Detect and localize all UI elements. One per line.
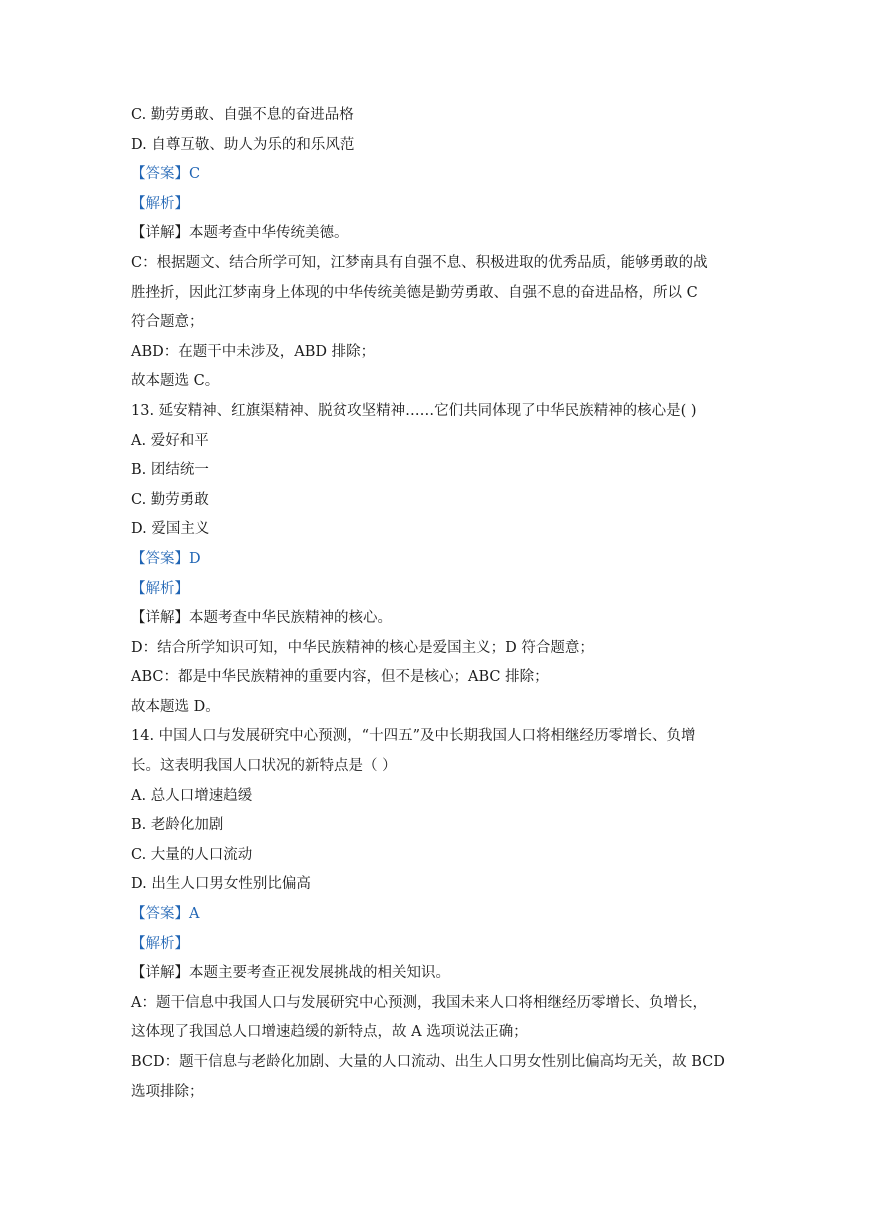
analysis-tag: 【解析】 [131, 580, 189, 597]
answer-tag: 【答案】 [131, 906, 189, 923]
q13-detail [131, 604, 743, 634]
q13-option-a: A. 爱好和平 [131, 432, 209, 449]
detail-text: 本题考查中华民族精神的核心。 [189, 610, 392, 627]
q14-a-line-1: A：题干信息中我国人口与发展研究中心预测，我国未来人口将相继经历零增长、负增长， [131, 994, 707, 1011]
answer-tag: 【答案】 [131, 166, 189, 183]
q14-stem-line-1: 14. 中国人口与发展研究中心预测，“十四五”及中长期我国人口将相继经历零增长、负增 [131, 728, 696, 745]
q13-option-d: D. 爱国主义 [131, 521, 210, 538]
q12-detail [131, 219, 743, 249]
q12-analysis [131, 190, 743, 220]
q13-abc-line: ABC：都是中华民族精神的重要内容，但不是核心；ABC 排除； [131, 669, 549, 686]
q14-option-c: C. 大量的人口流动 [131, 846, 253, 863]
q12-option-d: D. 自尊互敬、助人为乐的和乐风范 [131, 136, 355, 153]
q13-option-c: C. 勤劳勇敢 [131, 491, 209, 508]
q14-answer [131, 900, 743, 930]
answer-tag: 【答案】 [131, 550, 189, 567]
q12-answer [131, 160, 743, 190]
answer-value: C [189, 166, 201, 183]
answer-value: A [189, 906, 200, 923]
q13-option-b: B. 团结统一 [131, 462, 209, 479]
answer-value: D [189, 550, 201, 567]
q14-analysis [131, 930, 743, 960]
q14-bcd-line-2: 选项排除； [131, 1083, 204, 1100]
q13-stem: 13. 延安精神、红旗渠精神、脱贫攻坚精神……它们共同体现了中华民族精神的核心是( ) [131, 402, 697, 419]
q14-option-a: A. 总人口增速趋缓 [131, 787, 253, 804]
q14-bcd-line-1: BCD：题干信息与老龄化加剧、大量的人口流动、出生人口男女性别比偏高均无关，故 BCD [131, 1054, 725, 1070]
q13-analysis [131, 575, 743, 605]
q13-answer [131, 545, 743, 575]
q14-a-line-2: 这体现了我国总人口增速趋缓的新特点，故 A 选项说法正确； [131, 1024, 528, 1041]
detail-text: 本题主要考查正视发展挑战的相关知识。 [189, 965, 450, 982]
analysis-tag: 【解析】 [131, 195, 189, 212]
q14-detail [131, 959, 743, 989]
detail-text: 本题考查中华传统美德。 [189, 225, 349, 242]
detail-tag: 【详解】 [131, 610, 189, 627]
q13-d-line: D：结合所学知识可知，中华民族精神的核心是爱国主义；D 符合题意； [131, 639, 594, 656]
q14-option-d: D. 出生人口男女性别比偏高 [131, 876, 311, 893]
q12-c-line-3: 符合题意； [131, 314, 204, 331]
q12-c-line-1: C：根据题文、结合所学可知，江梦南具有自强不息、积极进取的优秀品质，能够勇敢的战 [131, 254, 708, 271]
q12-conclusion: 故本题选 C。 [131, 373, 220, 390]
detail-tag: 【详解】 [131, 225, 189, 242]
q13-conclusion: 故本题选 D。 [131, 698, 220, 715]
q14-option-b: B. 老龄化加剧 [131, 817, 224, 834]
q12-c-line-2: 胜挫折，因此江梦南身上体现的中华传统美德是勤劳勇敢、自强不息的奋进品格，所以 C [131, 284, 698, 301]
q12-option-c: C. 勤劳勇敢、自强不息的奋进品格 [131, 107, 354, 123]
document-page [131, 101, 743, 1107]
q12-abd-line: ABD：在题干中未涉及，ABD 排除； [131, 343, 376, 360]
q14-stem-line-2: 长。这表明我国人口状况的新特点是（ ） [131, 758, 397, 775]
detail-tag: 【详解】 [131, 965, 189, 982]
analysis-tag: 【解析】 [131, 935, 189, 952]
